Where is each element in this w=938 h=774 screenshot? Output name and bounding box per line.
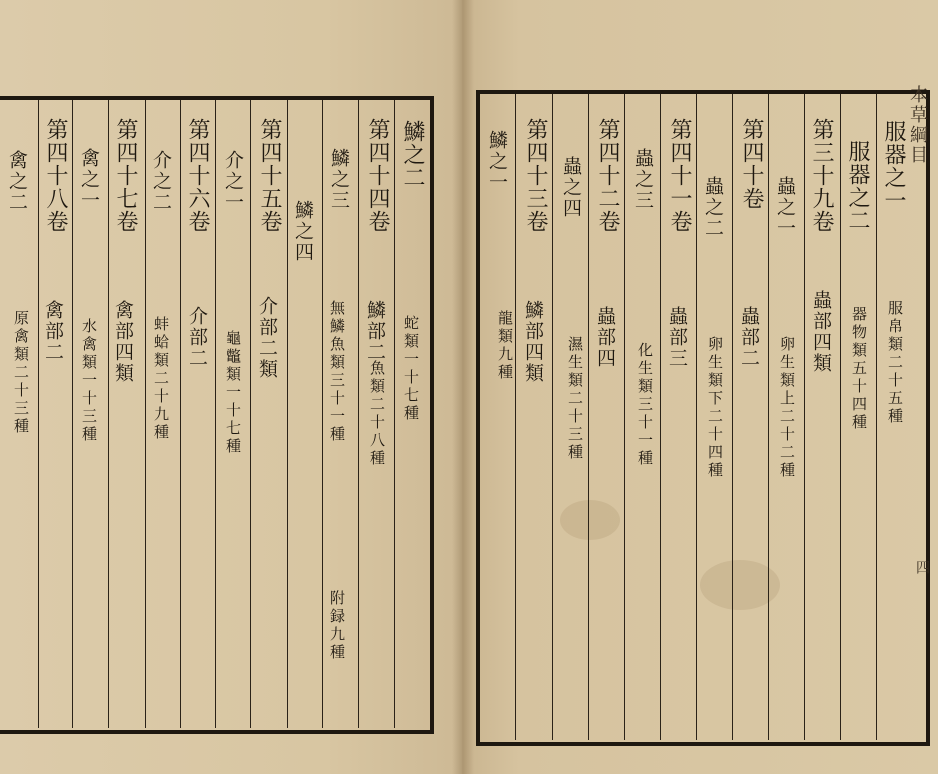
column-rule: [72, 100, 73, 728]
volume-heading: 第四十三卷: [523, 118, 548, 233]
section-heading: 蟲部四: [594, 306, 616, 369]
category-entry: 蚌蛤類二十九種: [152, 316, 170, 442]
category-entry: 服帛類二十五種: [886, 300, 904, 426]
column-rule: [660, 94, 661, 740]
chapter-heading: 服器之二: [845, 140, 870, 232]
column-rule: [287, 100, 288, 728]
column-rule: [696, 94, 697, 740]
chapter-heading: 鱗之二: [400, 120, 425, 189]
column-rule: [358, 100, 359, 728]
category-entry: 龜鼈類一十七種: [224, 330, 242, 456]
column-rule: [180, 100, 181, 728]
chapter-heading: 禽之二: [6, 150, 28, 213]
column-rule: [515, 94, 516, 740]
column-rule: [394, 100, 395, 728]
volume-heading: 第四十六卷: [185, 118, 210, 233]
column-rule: [876, 94, 877, 740]
chapter-heading: 鱗之四: [292, 200, 314, 263]
book-gutter: [452, 0, 474, 774]
column-rule: [804, 94, 805, 740]
section-heading: 鱗部二: [364, 300, 386, 363]
category-entry: 卵生類下二十四種: [706, 336, 724, 480]
category-entry: 水禽類一十三種: [80, 318, 98, 444]
chapter-heading: 介之二: [150, 150, 172, 213]
volume-heading: 第三十九卷: [809, 118, 834, 233]
volume-heading: 第四十卷: [739, 118, 764, 210]
column-rule: [588, 94, 589, 740]
chapter-heading: 禽之一: [78, 148, 100, 211]
category-entry: 濕生類二十三種: [566, 336, 584, 462]
section-heading: 鱗部四類: [522, 300, 544, 384]
column-rule: [250, 100, 251, 728]
section-heading: 介部二: [186, 306, 208, 369]
appendix-entry: 附録九種: [328, 590, 346, 662]
chapter-heading: 介之一: [222, 150, 244, 213]
chapter-heading: 蟲之二: [702, 176, 724, 239]
category-entry: 器物類五十四種: [850, 306, 868, 432]
chapter-heading: 鱗之一: [486, 130, 508, 193]
section-heading: 禽部二: [42, 300, 64, 363]
column-rule: [108, 100, 109, 728]
column-rule: [322, 100, 323, 728]
section-heading: 蟲部二: [738, 306, 760, 369]
column-rule: [624, 94, 625, 740]
column-rule: [840, 94, 841, 740]
column-rule: [552, 94, 553, 740]
chapter-heading: 蟲之四: [560, 156, 582, 219]
column-rule: [38, 100, 39, 728]
volume-heading: 第四十五卷: [257, 118, 282, 233]
section-heading: 蟲部三: [666, 306, 688, 369]
folio-number: 四: [914, 560, 930, 574]
column-rule: [145, 100, 146, 728]
category-entry: 原禽類二十三種: [12, 310, 30, 436]
column-rule: [768, 94, 769, 740]
section-heading: 介部二類: [256, 296, 278, 380]
volume-heading: 第四十四卷: [365, 118, 390, 233]
category-entry: 魚類二十八種: [368, 360, 386, 468]
chapter-heading: 服器之一: [881, 120, 906, 212]
chapter-heading: 蟲之一: [774, 176, 796, 239]
section-heading: 禽部四類: [112, 300, 134, 384]
chapter-heading: 蟲之三: [632, 148, 654, 211]
category-entry: 蛇類一十七種: [402, 315, 420, 423]
category-entry: 龍類九種: [496, 310, 514, 382]
category-entry: 無鱗魚類三十一種: [328, 300, 346, 444]
section-heading: 蟲部四類: [810, 290, 832, 374]
volume-heading: 第四十一卷: [667, 118, 692, 233]
volume-heading: 第四十二卷: [595, 118, 620, 233]
column-rule: [732, 94, 733, 740]
chapter-heading: 鱗之三: [328, 148, 350, 211]
volume-heading: 第四十七卷: [113, 118, 138, 233]
column-rule: [215, 100, 216, 728]
volume-heading: 第四十八卷: [43, 118, 68, 233]
category-entry: 化生類三十一種: [636, 342, 654, 468]
category-entry: 卵生類上二十二種: [778, 336, 796, 480]
book-title-fragment: 本草綱目: [907, 85, 928, 165]
